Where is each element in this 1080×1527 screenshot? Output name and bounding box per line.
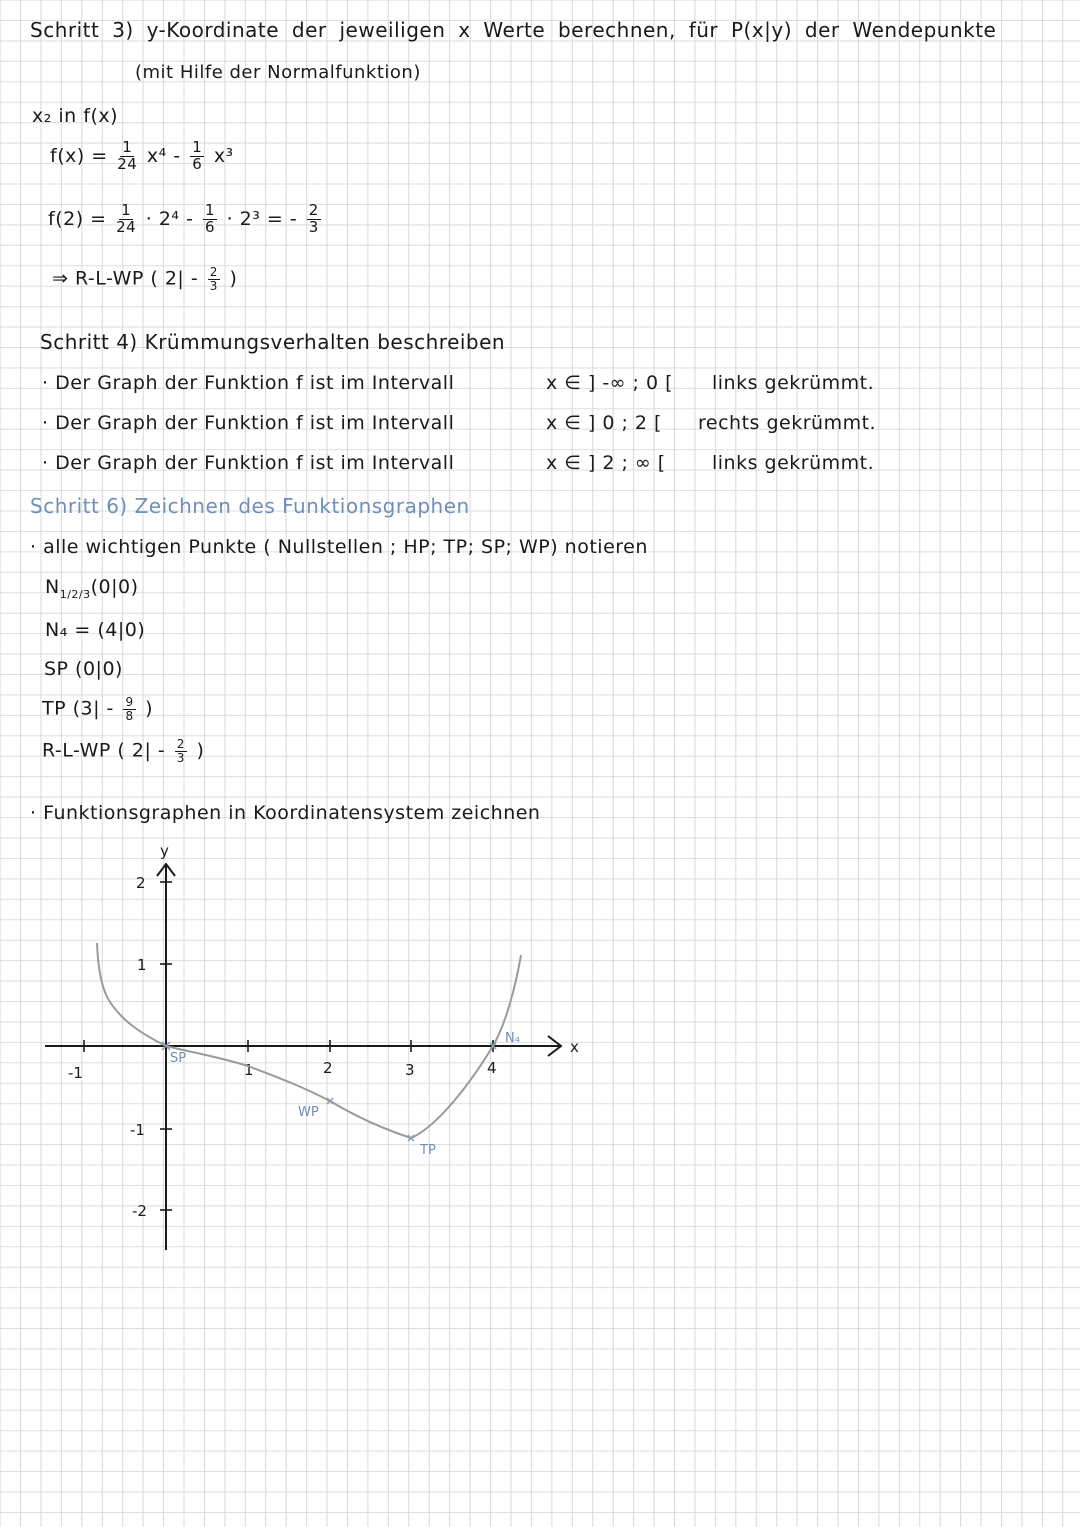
step6-bullet-draw: · Funktionsgraphen in Koordinatensystem zeichnen — [30, 802, 541, 824]
fraction-1-24: $\frac{1}{24}$ — [117, 138, 138, 173]
f2-equation: f(2) = $\frac{1}{24}$ · 2⁴ - $\frac{1}{6}$ · 2³ = - $\frac{2}{3}$ — [48, 201, 319, 236]
curvature-interval: x ∈ ] -∞ ; 0 [ — [546, 372, 674, 394]
point-wp: R-L-WP ( 2| - $\frac{2}{3}$ ) — [42, 737, 205, 765]
curvature-interval: x ∈ ] 2 ; ∞ [ — [546, 452, 666, 474]
fraction-9-8: $\frac{9}{8}$ — [125, 695, 134, 723]
svg-text:1: 1 — [137, 956, 147, 974]
step3-bullet: x₂ in f(x) — [32, 105, 119, 127]
svg-text:2: 2 — [136, 874, 146, 892]
wp-label: WP — [298, 1105, 319, 1120]
fraction-1-6: $\frac{1}{6}$ — [204, 201, 216, 236]
x-axis-label: x — [570, 1038, 579, 1056]
step3-heading: Schritt 3) y-Koordinate der jeweiligen x Werte berechnen, für P(x|y) der Wendepunkte — [30, 18, 997, 42]
step6-heading: Schritt 6) Zeichnen des Funktionsgraphen — [30, 494, 470, 518]
curvature-direction: rechts gekrümmt. — [698, 412, 877, 434]
svg-text:1: 1 — [244, 1061, 254, 1079]
curvature-direction: links gekrümmt. — [712, 372, 875, 394]
svg-text:4: 4 — [487, 1059, 497, 1077]
fraction-1-6: $\frac{1}{6}$ — [192, 138, 203, 173]
curvature-interval: x ∈ ] 0 ; 2 [ — [546, 412, 662, 434]
svg-text:3: 3 — [405, 1061, 415, 1079]
fraction-2-3: $\frac{2}{3}$ — [209, 265, 218, 293]
curvature-direction: links gekrümmt. — [712, 452, 875, 474]
function-graph — [0, 830, 620, 1270]
step3-result: ⇒ R-L-WP ( 2| - $\frac{2}{3}$ ) — [52, 265, 238, 293]
point-sp: SP (0|0) — [44, 658, 123, 680]
step4-heading: Schritt 4) Krümmungsverhalten beschreiben — [40, 330, 506, 354]
curvature-item: · Der Graph der Funktion f ist im Intervall — [42, 372, 455, 394]
svg-text:-2: -2 — [132, 1202, 147, 1220]
fraction-2-3: $\frac{2}{3}$ — [308, 201, 319, 236]
y-axis-label: y — [160, 842, 169, 860]
point-labels — [170, 1031, 520, 1158]
curvature-item: · Der Graph der Funktion f ist im Intervall — [42, 452, 455, 474]
fraction-2-3: $\frac{2}{3}$ — [176, 737, 185, 765]
svg-text:2: 2 — [323, 1059, 333, 1077]
svg-text:-1: -1 — [130, 1121, 145, 1139]
tp-label: TP — [420, 1143, 436, 1158]
fx-equation: f(x) = $\frac{1}{24}$ x⁴ - $\frac{1}{6}$ x³ — [50, 138, 234, 173]
sp-label: SP — [170, 1051, 187, 1066]
fraction-1-24: $\frac{1}{24}$ — [116, 201, 137, 236]
curvature-item: · Der Graph der Funktion f ist im Intervall — [42, 412, 455, 434]
step3-subheading: (mit Hilfe der Normalfunktion) — [135, 62, 421, 83]
n4-label: N₄ — [505, 1031, 520, 1046]
point-tp: TP (3| - $\frac{9}{8}$ ) — [42, 695, 154, 723]
point-n123: $N_{1/2/3}(0|0)$ — [45, 576, 139, 601]
svg-text:-1: -1 — [68, 1064, 83, 1082]
step6-bullet-points: · alle wichtigen Punkte ( Nullstellen ; HP; TP; SP; WP) notieren — [30, 536, 648, 558]
point-n4: N₄ = (4|0) — [45, 619, 146, 641]
